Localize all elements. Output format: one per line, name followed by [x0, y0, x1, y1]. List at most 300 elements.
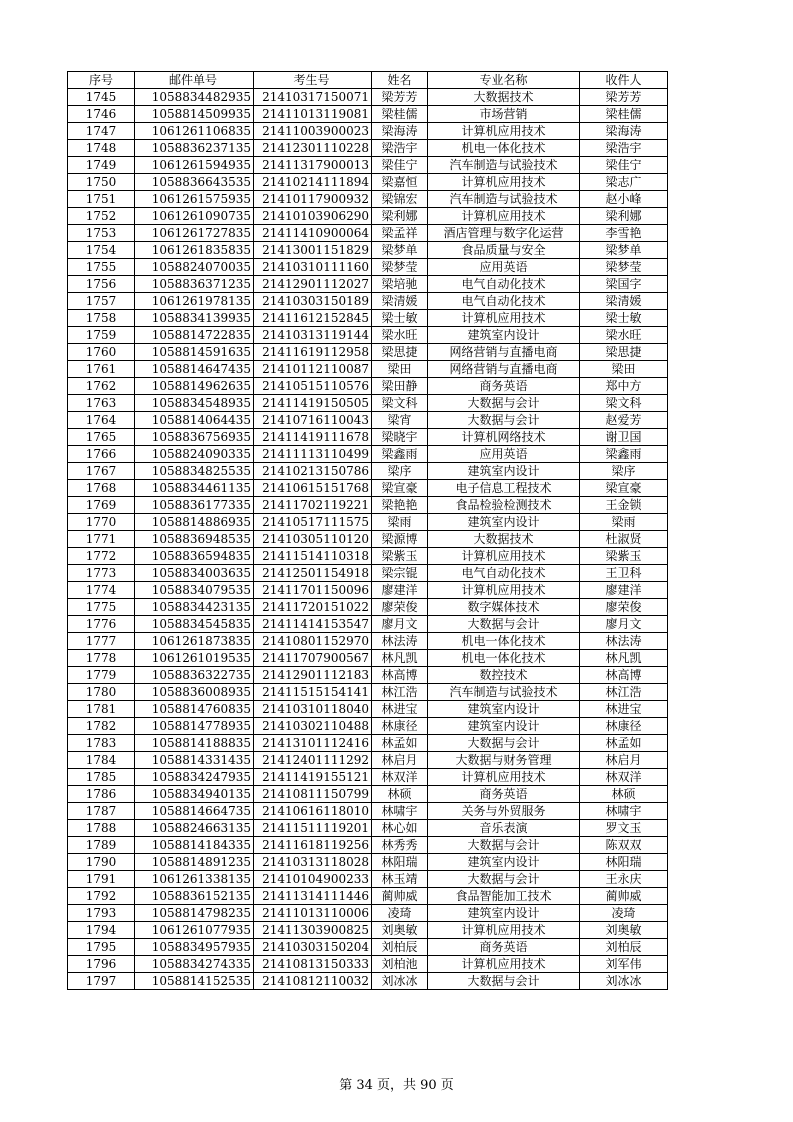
cell-recipient: 李雪艳	[580, 225, 668, 242]
cell-mail-number: 1058836008935	[135, 684, 254, 701]
cell-recipient: 林孟如	[580, 735, 668, 752]
cell-major: 计算机应用技术	[428, 208, 580, 225]
cell-major: 大数据与会计	[428, 735, 580, 752]
cell-name: 林阳瑞	[372, 854, 428, 871]
cell-name: 林高博	[372, 667, 428, 684]
cell-index: 1777	[68, 633, 135, 650]
cell-name: 梁浩宇	[372, 140, 428, 157]
cell-mail-number: 1058814152535	[135, 973, 254, 990]
cell-name: 梁宣豪	[372, 480, 428, 497]
cell-recipient: 梁梦莹	[580, 259, 668, 276]
cell-mail-number: 1058836948535	[135, 531, 254, 548]
cell-major: 网络营销与直播电商	[428, 344, 580, 361]
cell-exam-number: 21411514110318	[254, 548, 372, 565]
cell-name: 林启月	[372, 752, 428, 769]
cell-index: 1761	[68, 361, 135, 378]
cell-index: 1781	[68, 701, 135, 718]
cell-major: 大数据与会计	[428, 871, 580, 888]
cell-index: 1783	[68, 735, 135, 752]
cell-name: 梁水旺	[372, 327, 428, 344]
cell-name: 梁海涛	[372, 123, 428, 140]
cell-exam-number: 21410811150799	[254, 786, 372, 803]
cell-mail-number: 1061261873835	[135, 633, 254, 650]
cell-index: 1754	[68, 242, 135, 259]
table-row	[68, 208, 668, 225]
cell-name: 梁思捷	[372, 344, 428, 361]
cell-exam-number: 21411303900825	[254, 922, 372, 939]
cell-mail-number: 1058834139935	[135, 310, 254, 327]
cell-major: 机电一体化技术	[428, 633, 580, 650]
cell-index: 1765	[68, 429, 135, 446]
table-row	[68, 276, 668, 293]
cell-mail-number: 1061261077935	[135, 922, 254, 939]
table-row	[68, 803, 668, 820]
cell-recipient: 廖荣俊	[580, 599, 668, 616]
cell-index: 1769	[68, 497, 135, 514]
cell-exam-number: 21410310111160	[254, 259, 372, 276]
cell-exam-number: 21410214111894	[254, 174, 372, 191]
cell-index: 1793	[68, 905, 135, 922]
cell-major: 食品智能加工技术	[428, 888, 580, 905]
cell-exam-number: 21410313119144	[254, 327, 372, 344]
cell-index: 1788	[68, 820, 135, 837]
cell-mail-number: 1058836177335	[135, 497, 254, 514]
table-row	[68, 293, 668, 310]
table-row	[68, 667, 668, 684]
cell-index: 1771	[68, 531, 135, 548]
cell-recipient: 赵小峰	[580, 191, 668, 208]
cell-major: 汽车制造与试验技术	[428, 684, 580, 701]
table-row	[68, 718, 668, 735]
cell-mail-number: 1058814798235	[135, 905, 254, 922]
cell-recipient: 凌琦	[580, 905, 668, 922]
cell-recipient: 刘奥敏	[580, 922, 668, 939]
cell-exam-number: 21410812110032	[254, 973, 372, 990]
cell-exam-number: 21410117900932	[254, 191, 372, 208]
cell-index: 1751	[68, 191, 135, 208]
table-row	[68, 854, 668, 871]
table-row	[68, 905, 668, 922]
table-row	[68, 191, 668, 208]
cell-exam-number: 21411013110006	[254, 905, 372, 922]
cell-mail-number: 1058834003635	[135, 565, 254, 582]
table-row	[68, 446, 668, 463]
cell-index: 1747	[68, 123, 135, 140]
cell-mail-number: 1058834482935	[135, 89, 254, 106]
cell-index: 1752	[68, 208, 135, 225]
cell-recipient: 梁志广	[580, 174, 668, 191]
cell-major: 电气自动化技术	[428, 276, 580, 293]
table-row	[68, 684, 668, 701]
cell-index: 1766	[68, 446, 135, 463]
cell-exam-number: 21412401111292	[254, 752, 372, 769]
cell-major: 建筑室内设计	[428, 718, 580, 735]
cell-mail-number: 1058836643535	[135, 174, 254, 191]
cell-index: 1792	[68, 888, 135, 905]
cell-index: 1757	[68, 293, 135, 310]
cell-major: 建筑室内设计	[428, 514, 580, 531]
cell-name: 廖荣俊	[372, 599, 428, 616]
cell-mail-number: 1058814664735	[135, 803, 254, 820]
cell-recipient: 刘柏辰	[580, 939, 668, 956]
cell-index: 1784	[68, 752, 135, 769]
cell-name: 梁艳艳	[372, 497, 428, 514]
table-row	[68, 820, 668, 837]
cell-mail-number: 1058834423135	[135, 599, 254, 616]
cell-name: 梁芳芳	[372, 89, 428, 106]
table-row	[68, 531, 668, 548]
cell-mail-number: 1058836237135	[135, 140, 254, 157]
cell-recipient: 梁海涛	[580, 123, 668, 140]
cell-name: 梁嘉恒	[372, 174, 428, 191]
cell-name: 刘奥敏	[372, 922, 428, 939]
table-body	[68, 89, 668, 990]
cell-major: 食品质量与安全	[428, 242, 580, 259]
cell-mail-number: 1061261575935	[135, 191, 254, 208]
cell-mail-number: 1058836322735	[135, 667, 254, 684]
cell-mail-number: 1058814188835	[135, 735, 254, 752]
cell-index: 1775	[68, 599, 135, 616]
cell-mail-number: 1061261978135	[135, 293, 254, 310]
cell-index: 1762	[68, 378, 135, 395]
cell-index: 1779	[68, 667, 135, 684]
cell-exam-number: 21410515110576	[254, 378, 372, 395]
cell-recipient: 林双洋	[580, 769, 668, 786]
cell-index: 1796	[68, 956, 135, 973]
cell-major: 汽车制造与试验技术	[428, 191, 580, 208]
cell-recipient: 梁佳宁	[580, 157, 668, 174]
cell-recipient: 郑中方	[580, 378, 668, 395]
cell-name: 凌琦	[372, 905, 428, 922]
cell-mail-number: 1061261835835	[135, 242, 254, 259]
table-row	[68, 225, 668, 242]
cell-recipient: 梁浩宇	[580, 140, 668, 157]
cell-exam-number: 21410303150189	[254, 293, 372, 310]
cell-recipient: 梁士敏	[580, 310, 668, 327]
cell-mail-number: 1061261019535	[135, 650, 254, 667]
cell-index: 1760	[68, 344, 135, 361]
cell-mail-number: 1058836371235	[135, 276, 254, 293]
cell-recipient: 梁清媛	[580, 293, 668, 310]
cell-exam-number: 21411619112958	[254, 344, 372, 361]
cell-recipient: 谢卫国	[580, 429, 668, 446]
cell-exam-number: 21410104900233	[254, 871, 372, 888]
cell-major: 计算机应用技术	[428, 582, 580, 599]
table-row	[68, 89, 668, 106]
cell-major: 商务英语	[428, 939, 580, 956]
cell-exam-number: 21410213150786	[254, 463, 372, 480]
cell-exam-number: 21411317900013	[254, 157, 372, 174]
cell-exam-number: 21410310118040	[254, 701, 372, 718]
table-row	[68, 106, 668, 123]
cell-recipient: 陈双双	[580, 837, 668, 854]
cell-exam-number: 21411419155121	[254, 769, 372, 786]
cell-mail-number: 1058814331435	[135, 752, 254, 769]
cell-index: 1797	[68, 973, 135, 990]
table-row	[68, 463, 668, 480]
cell-name: 梁孟祥	[372, 225, 428, 242]
cell-name: 刘柏辰	[372, 939, 428, 956]
cell-recipient: 林法涛	[580, 633, 668, 650]
cell-recipient: 梁紫玉	[580, 548, 668, 565]
cell-mail-number: 1058814591635	[135, 344, 254, 361]
cell-index: 1748	[68, 140, 135, 157]
cell-name: 林法涛	[372, 633, 428, 650]
cell-index: 1755	[68, 259, 135, 276]
table-row	[68, 480, 668, 497]
table-row	[68, 361, 668, 378]
cell-exam-number: 21411003900023	[254, 123, 372, 140]
header-name: 姓名	[372, 72, 428, 89]
table-row	[68, 157, 668, 174]
cell-exam-number: 21411410900064	[254, 225, 372, 242]
cell-name: 刘冰冰	[372, 973, 428, 990]
cell-name: 林心如	[372, 820, 428, 837]
cell-name: 梁源博	[372, 531, 428, 548]
cell-mail-number: 1058814778935	[135, 718, 254, 735]
cell-recipient: 廖建洋	[580, 582, 668, 599]
table-row	[68, 429, 668, 446]
cell-index: 1791	[68, 871, 135, 888]
cell-mail-number: 1058836152135	[135, 888, 254, 905]
cell-major: 计算机网络技术	[428, 429, 580, 446]
cell-exam-number: 21411618119256	[254, 837, 372, 854]
cell-index: 1776	[68, 616, 135, 633]
cell-major: 建筑室内设计	[428, 327, 580, 344]
cell-exam-number: 21410302110488	[254, 718, 372, 735]
cell-exam-number: 21410313118028	[254, 854, 372, 871]
cell-name: 林秀秀	[372, 837, 428, 854]
cell-mail-number: 1058836594835	[135, 548, 254, 565]
cell-recipient: 杜淑贤	[580, 531, 668, 548]
cell-mail-number: 1058834825535	[135, 463, 254, 480]
cell-exam-number: 21413101112416	[254, 735, 372, 752]
cell-mail-number: 1058834079535	[135, 582, 254, 599]
cell-recipient: 林阳瑞	[580, 854, 668, 871]
cell-exam-number: 21412901112027	[254, 276, 372, 293]
cell-recipient: 王金锁	[580, 497, 668, 514]
cell-major: 大数据与会计	[428, 395, 580, 412]
cell-exam-number: 21411707900567	[254, 650, 372, 667]
cell-recipient: 梁梦单	[580, 242, 668, 259]
cell-exam-number: 21412501154918	[254, 565, 372, 582]
header-mail-number: 邮件单号	[135, 72, 254, 89]
cell-mail-number: 1058834461135	[135, 480, 254, 497]
cell-name: 林硕	[372, 786, 428, 803]
cell-major: 音乐表演	[428, 820, 580, 837]
cell-recipient: 刘军伟	[580, 956, 668, 973]
cell-recipient: 罗文玉	[580, 820, 668, 837]
cell-index: 1763	[68, 395, 135, 412]
cell-exam-number: 21410517111575	[254, 514, 372, 531]
table-row	[68, 956, 668, 973]
cell-major: 大数据技术	[428, 531, 580, 548]
cell-exam-number: 21411612152845	[254, 310, 372, 327]
table-row	[68, 871, 668, 888]
cell-index: 1787	[68, 803, 135, 820]
table-row	[68, 378, 668, 395]
cell-index: 1785	[68, 769, 135, 786]
cell-major: 机电一体化技术	[428, 650, 580, 667]
cell-index: 1749	[68, 157, 135, 174]
cell-name: 梁雨	[372, 514, 428, 531]
cell-name: 梁清媛	[372, 293, 428, 310]
table-row	[68, 599, 668, 616]
cell-exam-number: 21411702119221	[254, 497, 372, 514]
table-row	[68, 939, 668, 956]
cell-name: 梁紫玉	[372, 548, 428, 565]
cell-exam-number: 21410801152970	[254, 633, 372, 650]
cell-recipient: 梁水旺	[580, 327, 668, 344]
cell-major: 应用英语	[428, 259, 580, 276]
cell-exam-number: 21412301110228	[254, 140, 372, 157]
cell-exam-number: 21411511119201	[254, 820, 372, 837]
cell-index: 1746	[68, 106, 135, 123]
cell-name: 梁梦莹	[372, 259, 428, 276]
cell-major: 建筑室内设计	[428, 701, 580, 718]
cell-name: 林康径	[372, 718, 428, 735]
cell-name: 梁培驰	[372, 276, 428, 293]
table-row	[68, 123, 668, 140]
cell-name: 梁宵	[372, 412, 428, 429]
cell-mail-number: 1061261727835	[135, 225, 254, 242]
cell-index: 1750	[68, 174, 135, 191]
cell-index: 1767	[68, 463, 135, 480]
cell-index: 1794	[68, 922, 135, 939]
cell-mail-number: 1058814722835	[135, 327, 254, 344]
cell-exam-number: 21410716110043	[254, 412, 372, 429]
table-row	[68, 565, 668, 582]
cell-major: 数字媒体技术	[428, 599, 580, 616]
cell-name: 林江浩	[372, 684, 428, 701]
cell-mail-number: 1058836756935	[135, 429, 254, 446]
cell-recipient: 梁宣豪	[580, 480, 668, 497]
cell-exam-number: 21410616118010	[254, 803, 372, 820]
cell-major: 建筑室内设计	[428, 463, 580, 480]
cell-exam-number: 21413001151829	[254, 242, 372, 259]
cell-name: 梁梦单	[372, 242, 428, 259]
cell-major: 电子信息工程技术	[428, 480, 580, 497]
cell-recipient: 赵爱芳	[580, 412, 668, 429]
cell-recipient: 梁国字	[580, 276, 668, 293]
cell-exam-number: 21410305110120	[254, 531, 372, 548]
cell-recipient: 梁利娜	[580, 208, 668, 225]
cell-major: 机电一体化技术	[428, 140, 580, 157]
cell-mail-number: 1058814891235	[135, 854, 254, 871]
cell-major: 计算机应用技术	[428, 769, 580, 786]
table-row	[68, 548, 668, 565]
cell-major: 建筑室内设计	[428, 854, 580, 871]
cell-major: 电气自动化技术	[428, 565, 580, 582]
cell-index: 1774	[68, 582, 135, 599]
table-row	[68, 786, 668, 803]
cell-major: 商务英语	[428, 378, 580, 395]
cell-recipient: 王永庆	[580, 871, 668, 888]
cell-exam-number: 21412901112183	[254, 667, 372, 684]
table-row	[68, 412, 668, 429]
cell-major: 大数据技术	[428, 89, 580, 106]
cell-major: 计算机应用技术	[428, 956, 580, 973]
table-row	[68, 514, 668, 531]
cell-recipient: 梁序	[580, 463, 668, 480]
cell-index: 1773	[68, 565, 135, 582]
cell-recipient: 林高博	[580, 667, 668, 684]
cell-major: 市场营销	[428, 106, 580, 123]
cell-mail-number: 1058834957935	[135, 939, 254, 956]
cell-mail-number: 1058814760835	[135, 701, 254, 718]
cell-major: 大数据与会计	[428, 837, 580, 854]
cell-recipient: 梁思捷	[580, 344, 668, 361]
cell-name: 林玉靖	[372, 871, 428, 888]
cell-name: 梁鑫雨	[372, 446, 428, 463]
cell-index: 1770	[68, 514, 135, 531]
cell-exam-number: 21411419111678	[254, 429, 372, 446]
cell-exam-number: 21410303150204	[254, 939, 372, 956]
table-row	[68, 344, 668, 361]
cell-major: 电气自动化技术	[428, 293, 580, 310]
table-row	[68, 888, 668, 905]
cell-index: 1778	[68, 650, 135, 667]
cell-recipient: 梁桂儒	[580, 106, 668, 123]
cell-recipient: 梁芳芳	[580, 89, 668, 106]
cell-major: 计算机应用技术	[428, 174, 580, 191]
cell-index: 1759	[68, 327, 135, 344]
table-row	[68, 327, 668, 344]
cell-mail-number: 1061261090735	[135, 208, 254, 225]
table-row	[68, 769, 668, 786]
header-exam-number: 考生号	[254, 72, 372, 89]
cell-name: 梁田	[372, 361, 428, 378]
cell-mail-number: 1058834247935	[135, 769, 254, 786]
table-row	[68, 735, 668, 752]
cell-mail-number: 1058834940135	[135, 786, 254, 803]
cell-index: 1768	[68, 480, 135, 497]
table-row	[68, 701, 668, 718]
cell-index: 1789	[68, 837, 135, 854]
cell-index: 1782	[68, 718, 135, 735]
cell-major: 大数据与会计	[428, 616, 580, 633]
cell-name: 廖建洋	[372, 582, 428, 599]
cell-recipient: 梁鑫雨	[580, 446, 668, 463]
cell-mail-number: 1058834548935	[135, 395, 254, 412]
cell-mail-number: 1058824070035	[135, 259, 254, 276]
cell-index: 1745	[68, 89, 135, 106]
cell-recipient: 林啸宇	[580, 803, 668, 820]
table-row	[68, 259, 668, 276]
cell-index: 1772	[68, 548, 135, 565]
table-row	[68, 973, 668, 990]
cell-major: 关务与外贸服务	[428, 803, 580, 820]
cell-major: 商务英语	[428, 786, 580, 803]
cell-index: 1758	[68, 310, 135, 327]
header-index: 序号	[68, 72, 135, 89]
table-row	[68, 174, 668, 191]
table-row	[68, 140, 668, 157]
cell-recipient: 蔺帅威	[580, 888, 668, 905]
cell-exam-number: 21411113110499	[254, 446, 372, 463]
cell-name: 梁佳宁	[372, 157, 428, 174]
cell-major: 食品检验检测技术	[428, 497, 580, 514]
cell-name: 梁宗锟	[372, 565, 428, 582]
cell-recipient: 林启月	[580, 752, 668, 769]
cell-exam-number: 21410813150333	[254, 956, 372, 973]
mail-list-table	[67, 71, 668, 990]
cell-mail-number: 1061261106835	[135, 123, 254, 140]
cell-mail-number: 1058824663135	[135, 820, 254, 837]
table-row	[68, 395, 668, 412]
cell-name: 廖月文	[372, 616, 428, 633]
table-row	[68, 616, 668, 633]
